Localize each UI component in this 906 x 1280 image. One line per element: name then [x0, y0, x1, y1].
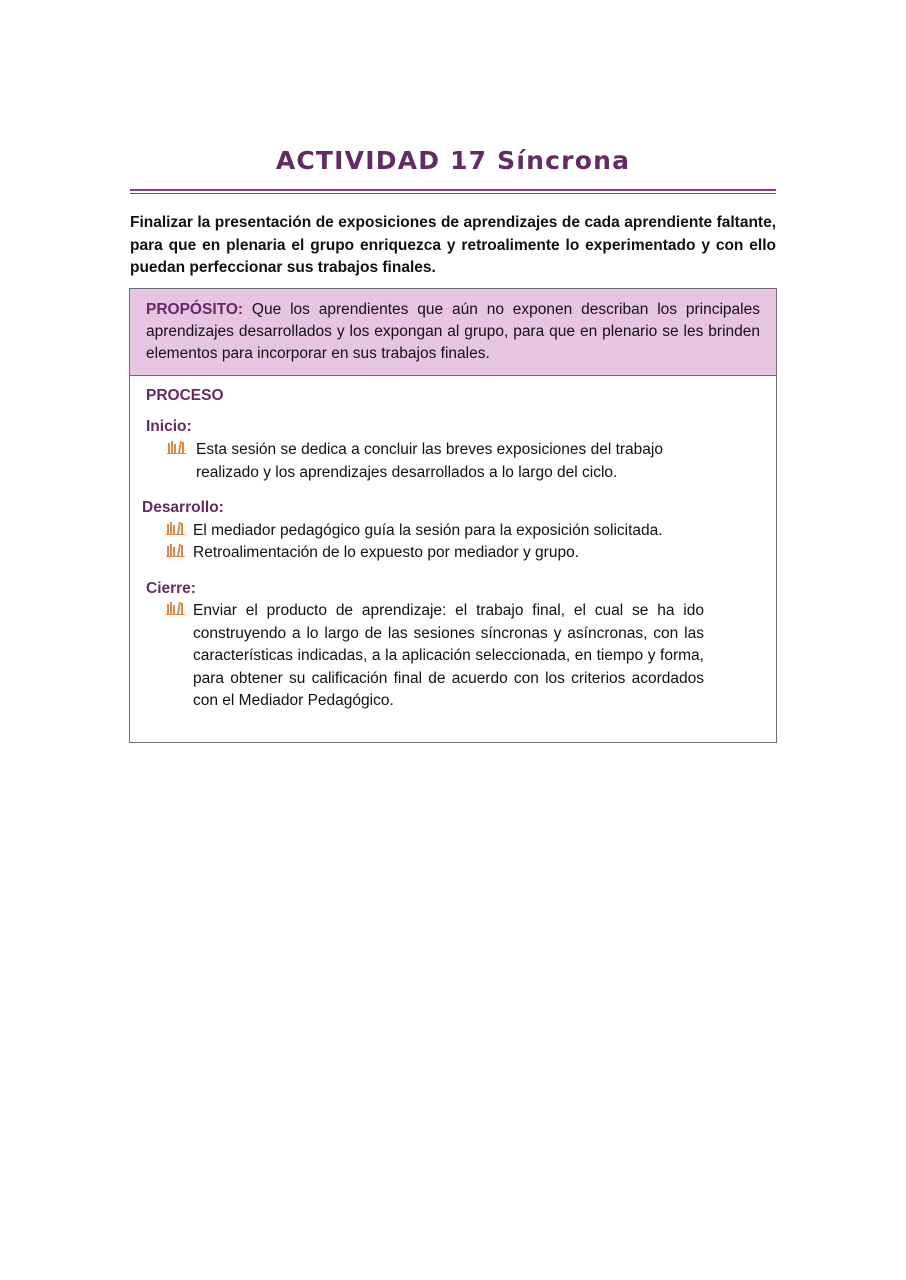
process-panel	[130, 376, 776, 742]
purpose-text: Que los aprendientes que aún no exponen describan los principales aprendizajes desarrollados y los expongan al grupo, para que en plenario se les brinden elementos para incorporar en sus trabajos finales.	[146, 301, 760, 362]
inicio-heading: Inicio:	[146, 418, 192, 435]
books-icon	[166, 543, 186, 557]
books-icon	[166, 601, 186, 615]
cierre-item	[193, 600, 704, 713]
intro-paragraph: Finalizar la presentación de exposiciones de aprendizajes de cada aprendiente faltante, para que en plenaria el grupo enriquezca y retroalimente lo experimentado y con ello puedan perfeccionar sus trabajos finales.	[130, 214, 776, 276]
page-title: ACTIVIDAD 17 Síncrona	[275, 146, 631, 175]
title-divider	[130, 189, 776, 194]
books-icon	[167, 440, 187, 454]
desarrollo-item-text: Retroalimentación de lo expuesto por mediador y grupo.	[193, 544, 580, 561]
inicio-item-text: Esta sesión se dedica a concluir las breves exposiciones del trabajo realizado y los aprendizajes desarrollados a lo largo del ciclo.	[196, 441, 663, 481]
cierre-heading: Cierre:	[146, 580, 196, 597]
desarrollo-item	[193, 520, 753, 543]
desarrollo-item	[193, 542, 753, 565]
books-icon	[166, 521, 186, 535]
inicio-item	[196, 439, 716, 484]
cierre-item-text: Enviar el producto de aprendizaje: el trabajo final, el cual se ha ido construyendo a lo largo de las sesiones síncronas y asíncronas, con las características indicadas, a la aplicación seleccionada, en tiempo y forma, para obtener su calificación final de acuerdo con los criterios acordados con el Mediador Pedagógico.	[193, 602, 704, 709]
process-heading: PROCESO	[146, 387, 224, 404]
desarrollo-heading: Desarrollo:	[142, 499, 224, 516]
desarrollo-item-text: El mediador pedagógico guía la sesión para la exposición solicitada.	[193, 522, 663, 539]
activity-box	[129, 288, 777, 743]
purpose-label: PROPÓSITO:	[146, 301, 244, 318]
purpose-panel	[130, 289, 776, 376]
